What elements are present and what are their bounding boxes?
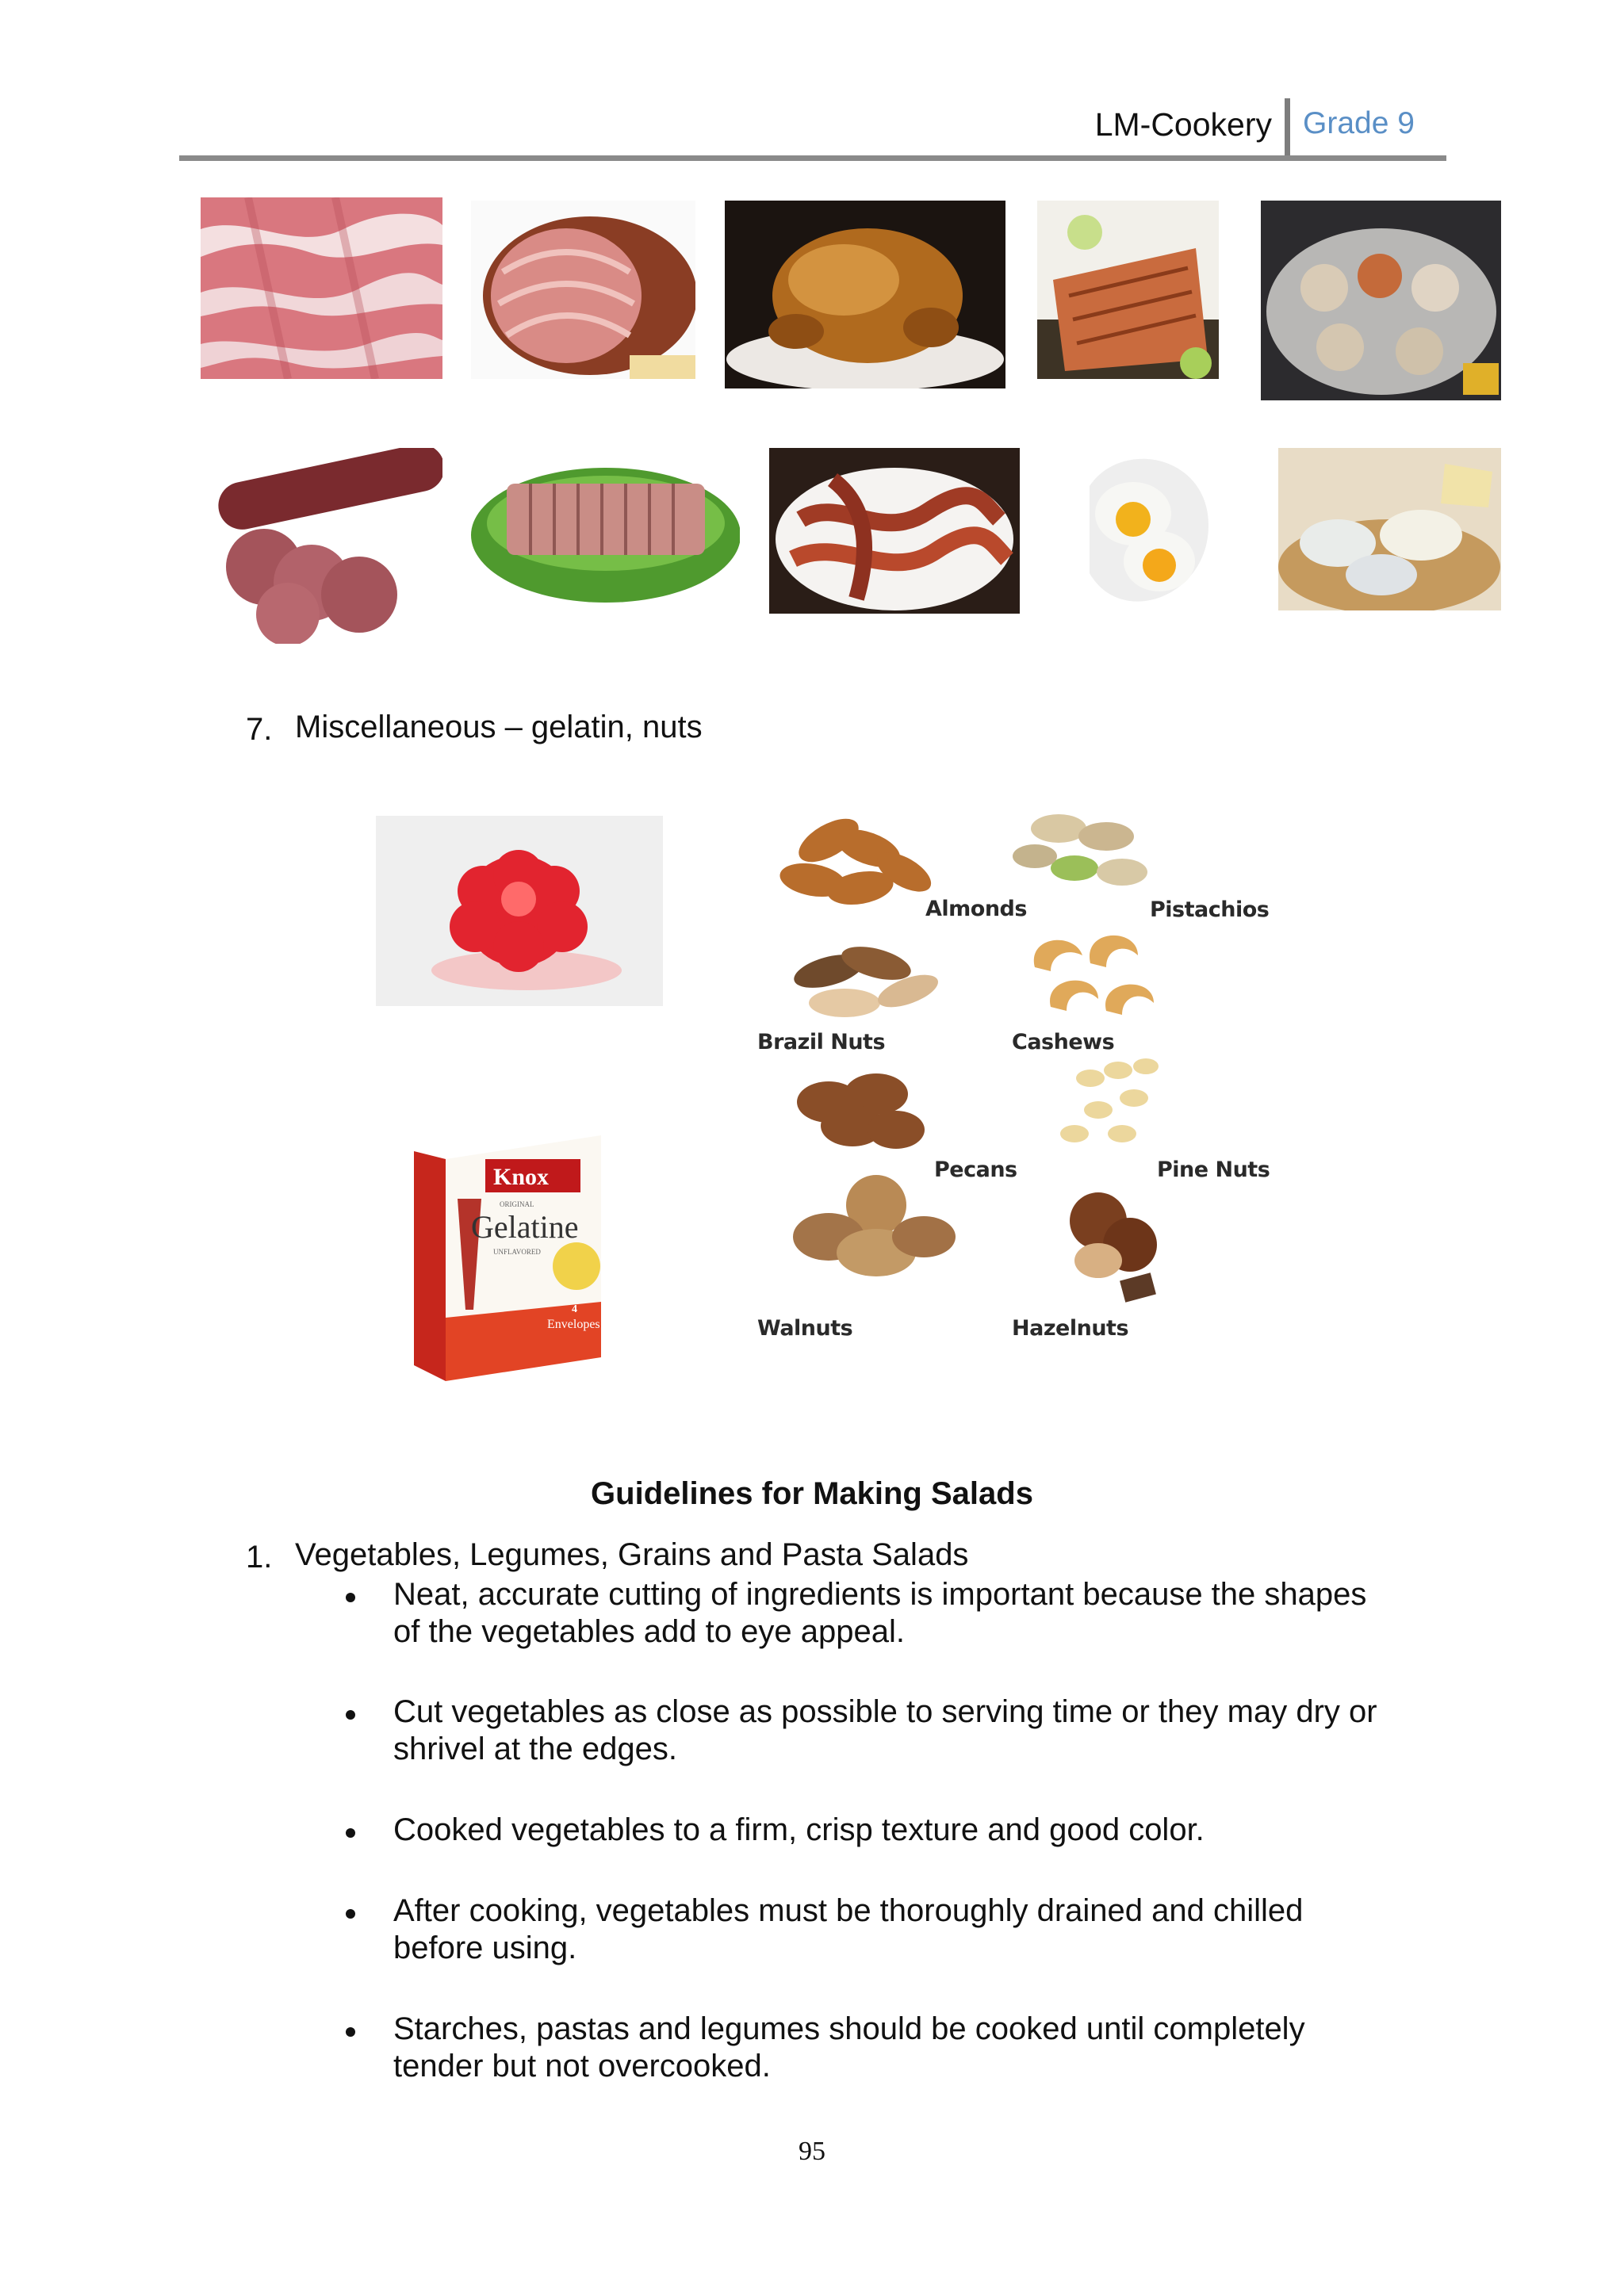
header-divider — [1285, 98, 1290, 159]
ham-photo — [471, 201, 695, 379]
bullet-line: Cooked vegetables to a firm, crisp texture and good color. — [393, 1812, 1205, 1847]
bullet-line: of the vegetables add to eye appeal. — [393, 1614, 905, 1649]
nut-label-pine-nuts: Pine Nuts — [1157, 1158, 1270, 1182]
nut-label-hazelnuts: Hazelnuts — [1012, 1316, 1129, 1341]
cheese-board-photo — [1278, 448, 1501, 610]
bullet — [346, 1710, 355, 1720]
bullet-line: Neat, accurate cutting of ingredients is important because the shapes — [393, 1577, 1367, 1612]
document-title: LM-Cookery — [1094, 106, 1272, 143]
gelatine-original: ORIGINAL — [500, 1200, 534, 1208]
nut-label-walnuts: Walnuts — [757, 1316, 853, 1341]
boiled-eggs-photo — [1074, 438, 1218, 629]
nut-label-cashews: Cashews — [1012, 1030, 1115, 1054]
list-number: 7. — [246, 712, 273, 747]
sliced-ham-on-lettuce-photo — [471, 448, 740, 603]
nut-label-brazil-nuts: Brazil Nuts — [757, 1030, 886, 1054]
gelatine-box-photo — [414, 1127, 601, 1381]
section-title: Guidelines for Making Salads — [591, 1476, 1033, 1511]
bullet — [346, 2027, 355, 2037]
bullet — [346, 1828, 355, 1838]
bullet-line: Starches, pastas and legumes should be cooked until completely — [393, 2011, 1305, 2046]
seafood-platter-photo — [1261, 201, 1501, 400]
bullet — [346, 1593, 355, 1602]
gelatine-name: Gelatine — [471, 1209, 579, 1245]
bullet — [346, 1909, 355, 1919]
nut-label-pecans: Pecans — [934, 1158, 1017, 1182]
bullet-line: before using. — [393, 1931, 577, 1965]
bullet-line: After cooking, vegetables must be thoroughly drained and chilled — [393, 1893, 1304, 1928]
nuts-photo-collage — [757, 793, 1265, 1348]
grade-label: Grade 9 — [1303, 106, 1415, 140]
bullet-line: shrivel at the edges. — [393, 1732, 677, 1766]
bacon-slices-photo — [201, 197, 442, 379]
header-rule — [179, 155, 1446, 161]
gelatine-brand: Knox — [493, 1164, 550, 1190]
list-item-heading: Vegetables, Legumes, Grains and Pasta Salads — [295, 1537, 969, 1572]
section-heading: Miscellaneous – gelatin, nuts — [295, 710, 703, 744]
nut-label-pistachios: Pistachios — [1150, 897, 1270, 922]
gelatine-envelopes: Envelopes — [547, 1318, 600, 1331]
red-gelatin-photo — [376, 816, 663, 1006]
roast-chicken-photo — [725, 201, 1005, 388]
list-number: 1. — [246, 1540, 273, 1575]
bullet-line: Cut vegetables as close as possible to serving time or they may dry or — [393, 1694, 1377, 1729]
cooked-bacon-photo — [769, 448, 1020, 614]
page-number: 95 — [799, 2137, 825, 2166]
salmon-photo — [1037, 201, 1219, 379]
salami-photo — [201, 448, 442, 644]
gelatine-unflavored: UNFLAVORED — [493, 1248, 541, 1256]
gelatine-count: 4 — [572, 1303, 577, 1315]
bullet-line: tender but not overcooked. — [393, 2049, 771, 2084]
nut-label-almonds: Almonds — [925, 897, 1027, 921]
